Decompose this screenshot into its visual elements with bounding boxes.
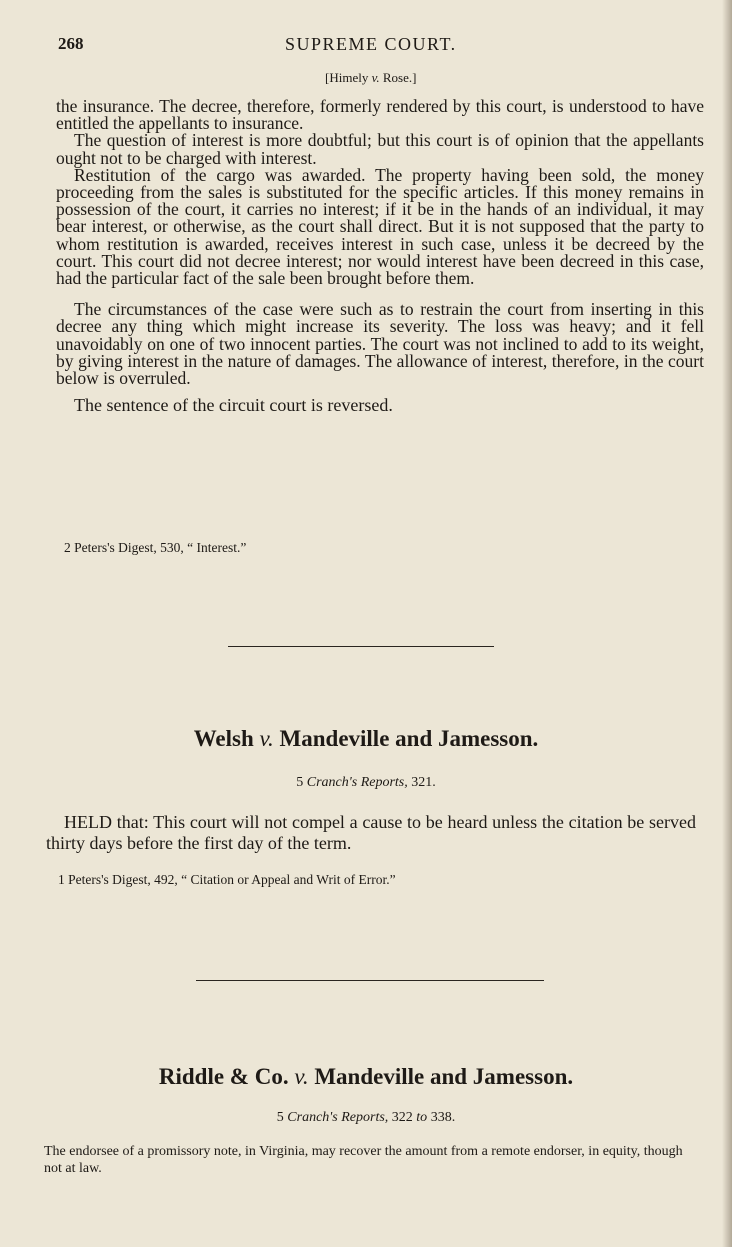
running-head xyxy=(325,70,416,86)
paragraph-insurance: the insurance. The decree, therefore, formerly rendered by this court, is understood to have entitled the appellants to insurance. xyxy=(56,96,704,134)
paragraph-interest-question: The question of interest is more doubtful; but this court is of opinion that the appellants ought not to be charged with interest. xyxy=(56,130,704,168)
citation-riddle-pre: 5 xyxy=(276,1110,288,1125)
citation-riddle-mid: 322 xyxy=(388,1110,417,1125)
section-divider xyxy=(196,980,544,981)
page-number: 268 xyxy=(58,34,84,53)
case-title-welsh xyxy=(0,726,732,752)
held-welsh: HELD that: This court will not compel a cause to be heard unless the citation be served thirty days before the first day of the term. xyxy=(46,812,696,853)
section-divider xyxy=(228,646,494,647)
citation-welsh-pre: 5 xyxy=(296,775,307,790)
running-head-v: v. xyxy=(371,70,380,85)
case-title-riddle-a: Riddle & Co. xyxy=(158,1064,295,1089)
case-title-welsh-a: Welsh xyxy=(193,726,260,751)
page-header-title: SUPREME COURT. xyxy=(285,34,457,54)
citation-riddle xyxy=(0,1110,732,1126)
case-title-riddle-v: v. xyxy=(294,1064,309,1089)
case-title-riddle xyxy=(0,1064,732,1090)
citation-welsh-reporter: Cranch's Reports, xyxy=(306,775,408,790)
paragraph-restitution: Restitution of the cargo was awarded. The property having been sold, the money proceeding from the sales is substituted for the specific articles. If this money remains in possession of the court, it carries no interest; if it be in the hands of an individual, it may bear interest, or otherwise, as the court shall direct. But it is not supposed that the party to whom restitution is awarded, receives interest in such case, unless it be decreed by the court. This court did not decree interest; nor would interest have been decreed in this case, had the particular fact of the sale been brought before them. xyxy=(56,164,704,289)
citation-welsh xyxy=(0,775,732,791)
paragraph-circumstances: The circumstances of the case were such as to restrain the court from inserting in this decree any thing which might increase its severity. The loss was heavy; and it fell unavoidably on one of two innocent parties. The court was not inclined to add to its weight, by giving interest in the nature of damages. The allowance of interest, therefore, in the court below is overruled. xyxy=(56,299,704,389)
opinion-body xyxy=(56,98,704,414)
running-head-pre: [Himely xyxy=(325,70,372,85)
paragraph-sentence-reversed: The sentence of the circuit court is reversed. xyxy=(74,395,393,416)
running-head-post: Rose.] xyxy=(379,70,417,85)
citation-riddle-post: 338. xyxy=(427,1110,456,1125)
headnote-riddle: The endorsee of a promissory note, in Virginia, may recover the amount from a remote endorser, in equity, though not at law. xyxy=(44,1144,683,1176)
case-title-riddle-b: Mandeville and Jamesson. xyxy=(308,1064,574,1089)
case-title-welsh-v: v. xyxy=(259,726,274,751)
page-edge-shadow xyxy=(722,0,732,1247)
citation-riddle-reporter: Cranch's Reports, xyxy=(287,1110,389,1125)
case-title-welsh-b: Mandeville and Jamesson. xyxy=(273,726,539,751)
footnote-digest-interest: 2 Peters's Digest, 530, “ Interest.” xyxy=(64,540,247,555)
citation-welsh-post: 321. xyxy=(407,775,436,790)
footnote-digest-citation: 1 Peters's Digest, 492, “ Citation or Appeal and Writ of Error.” xyxy=(58,872,396,887)
citation-riddle-to: to xyxy=(416,1110,428,1125)
